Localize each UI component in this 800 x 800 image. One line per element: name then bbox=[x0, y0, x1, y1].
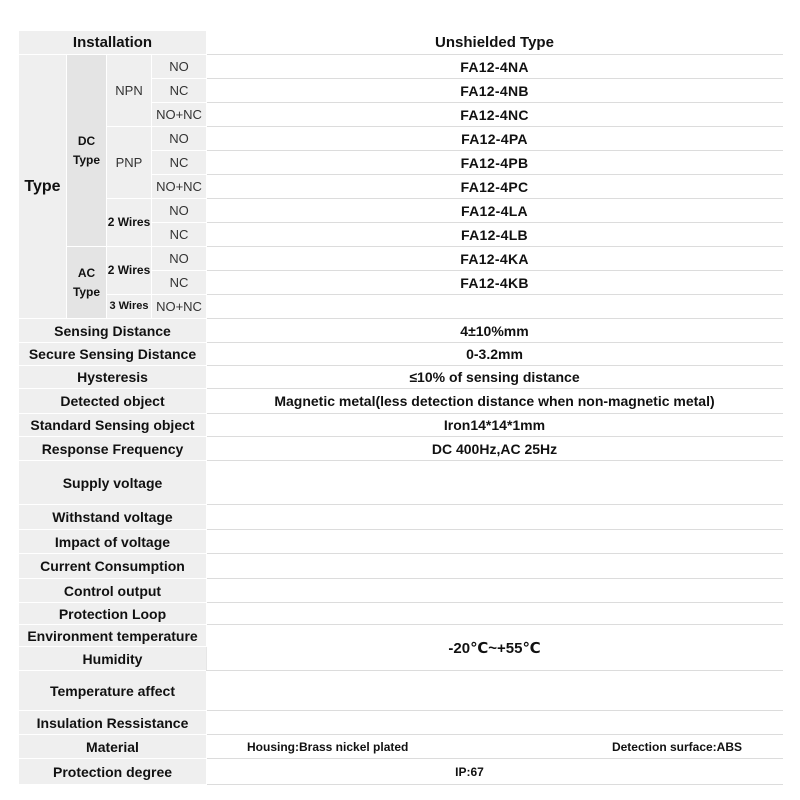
spec-label: Temperature affect bbox=[19, 671, 207, 711]
spec-row-insulation-resistance bbox=[19, 711, 783, 735]
output-label: NC bbox=[152, 79, 207, 103]
spec-row-hysteresis bbox=[19, 366, 783, 389]
spec-row-temperature-affect bbox=[19, 671, 783, 711]
table-row bbox=[19, 127, 783, 151]
spec-value bbox=[207, 554, 783, 579]
table-row bbox=[19, 55, 783, 79]
spec-row-protection-loop bbox=[19, 603, 783, 625]
output-label: NO bbox=[152, 127, 207, 151]
table-row bbox=[19, 295, 783, 319]
spec-value: 0-3.2mm bbox=[207, 343, 783, 366]
spec-row-impact-of-voltage bbox=[19, 530, 783, 554]
spec-table bbox=[18, 30, 783, 785]
table-row bbox=[19, 247, 783, 271]
spec-value bbox=[207, 461, 783, 505]
spec-value: 4±10%mm bbox=[207, 319, 783, 343]
output-label: NC bbox=[152, 271, 207, 295]
spec-value-material bbox=[207, 735, 783, 759]
spec-row-secure-sensing-distance bbox=[19, 343, 783, 366]
model-code: FA12-4KA bbox=[207, 247, 783, 271]
model-code: FA12-4NA bbox=[207, 55, 783, 79]
spec-row-standard-object bbox=[19, 414, 783, 437]
spec-label: Response Frequency bbox=[19, 437, 207, 461]
spec-row-material bbox=[19, 735, 783, 759]
spec-row-response-frequency bbox=[19, 437, 783, 461]
spec-row-environment-temperature bbox=[19, 625, 783, 647]
installation-header: Installation bbox=[19, 31, 207, 55]
model-code: FA12-4PC bbox=[207, 175, 783, 199]
spec-value bbox=[207, 603, 783, 625]
npn-label: NPN bbox=[107, 55, 152, 127]
ip-rating: IP:67 bbox=[455, 764, 484, 779]
spec-value bbox=[207, 671, 783, 711]
spec-label: Current Consumption bbox=[19, 554, 207, 579]
spec-label: Control output bbox=[19, 579, 207, 603]
spec-label: Protection degree bbox=[19, 759, 207, 785]
spec-label: Humidity bbox=[19, 647, 207, 671]
spec-value: Magnetic metal(less detection distance when non-magnetic metal) bbox=[207, 389, 783, 414]
model-code: FA12-4LB bbox=[207, 223, 783, 247]
spec-label: Detected object bbox=[19, 389, 207, 414]
spec-label: Secure Sensing Distance bbox=[19, 343, 207, 366]
output-label: NC bbox=[152, 223, 207, 247]
model-code: FA12-4LA bbox=[207, 199, 783, 223]
spec-value: Iron14*14*1mm bbox=[207, 414, 783, 437]
model-code: FA12-4KB bbox=[207, 271, 783, 295]
model-code: FA12-4PB bbox=[207, 151, 783, 175]
spec-row-detected-object bbox=[19, 389, 783, 414]
model-code bbox=[207, 295, 783, 319]
unshielded-type-header: Unshielded Type bbox=[207, 31, 783, 55]
output-label: NC bbox=[152, 151, 207, 175]
spec-label: Insulation Ressistance bbox=[19, 711, 207, 735]
output-label: NO+NC bbox=[152, 295, 207, 319]
output-label: NO bbox=[152, 247, 207, 271]
type-label: Type bbox=[19, 55, 67, 319]
output-label: NO+NC bbox=[152, 103, 207, 127]
spec-label: Sensing Distance bbox=[19, 319, 207, 343]
spec-value bbox=[207, 530, 783, 554]
spec-row-current-consumption bbox=[19, 554, 783, 579]
spec-label: Hysteresis bbox=[19, 366, 207, 389]
spec-row-supply-voltage bbox=[19, 461, 783, 505]
spec-value bbox=[207, 505, 783, 530]
ac-type-label: AC Type bbox=[67, 247, 107, 319]
spec-value-protection bbox=[207, 759, 783, 785]
output-label: NO+NC bbox=[152, 175, 207, 199]
spec-label: Protection Loop bbox=[19, 603, 207, 625]
spec-row-withstand-voltage bbox=[19, 505, 783, 530]
model-code: FA12-4NC bbox=[207, 103, 783, 127]
spec-label: Supply voltage bbox=[19, 461, 207, 505]
pnp-label: PNP bbox=[107, 127, 152, 199]
spec-row-sensing-distance bbox=[19, 319, 783, 343]
header-row bbox=[19, 31, 783, 55]
spec-value bbox=[207, 579, 783, 603]
spec-label: Environment temperature bbox=[19, 625, 207, 647]
material-split bbox=[207, 740, 782, 754]
model-code: FA12-4NB bbox=[207, 79, 783, 103]
spec-label: Material bbox=[19, 735, 207, 759]
output-label: NO bbox=[152, 55, 207, 79]
detection-surface-material: Detection surface:ABS bbox=[611, 739, 742, 754]
spec-label: Withstand voltage bbox=[19, 505, 207, 530]
three-wires-label: 3 Wires bbox=[107, 295, 152, 319]
table-row bbox=[19, 199, 783, 223]
dc-type-label: DC Type bbox=[67, 55, 107, 247]
output-label: NO bbox=[152, 199, 207, 223]
spec-value-temperature: -20℃~+55℃ bbox=[207, 625, 783, 671]
model-code: FA12-4PA bbox=[207, 127, 783, 151]
spec-row-protection-degree bbox=[19, 759, 783, 785]
spec-label: Standard Sensing object bbox=[19, 414, 207, 437]
spec-value: DC 400Hz,AC 25Hz bbox=[207, 437, 783, 461]
spec-sheet bbox=[18, 30, 782, 780]
spec-label: Impact of voltage bbox=[19, 530, 207, 554]
spec-value: ≤10% of sensing distance bbox=[207, 366, 783, 389]
spec-row-control-output bbox=[19, 579, 783, 603]
two-wires-dc-label: 2 Wires bbox=[107, 199, 152, 247]
spec-value bbox=[207, 711, 783, 735]
housing-material: Housing:Brass nickel plated bbox=[247, 739, 409, 754]
two-wires-ac-label: 2 Wires bbox=[107, 247, 152, 295]
